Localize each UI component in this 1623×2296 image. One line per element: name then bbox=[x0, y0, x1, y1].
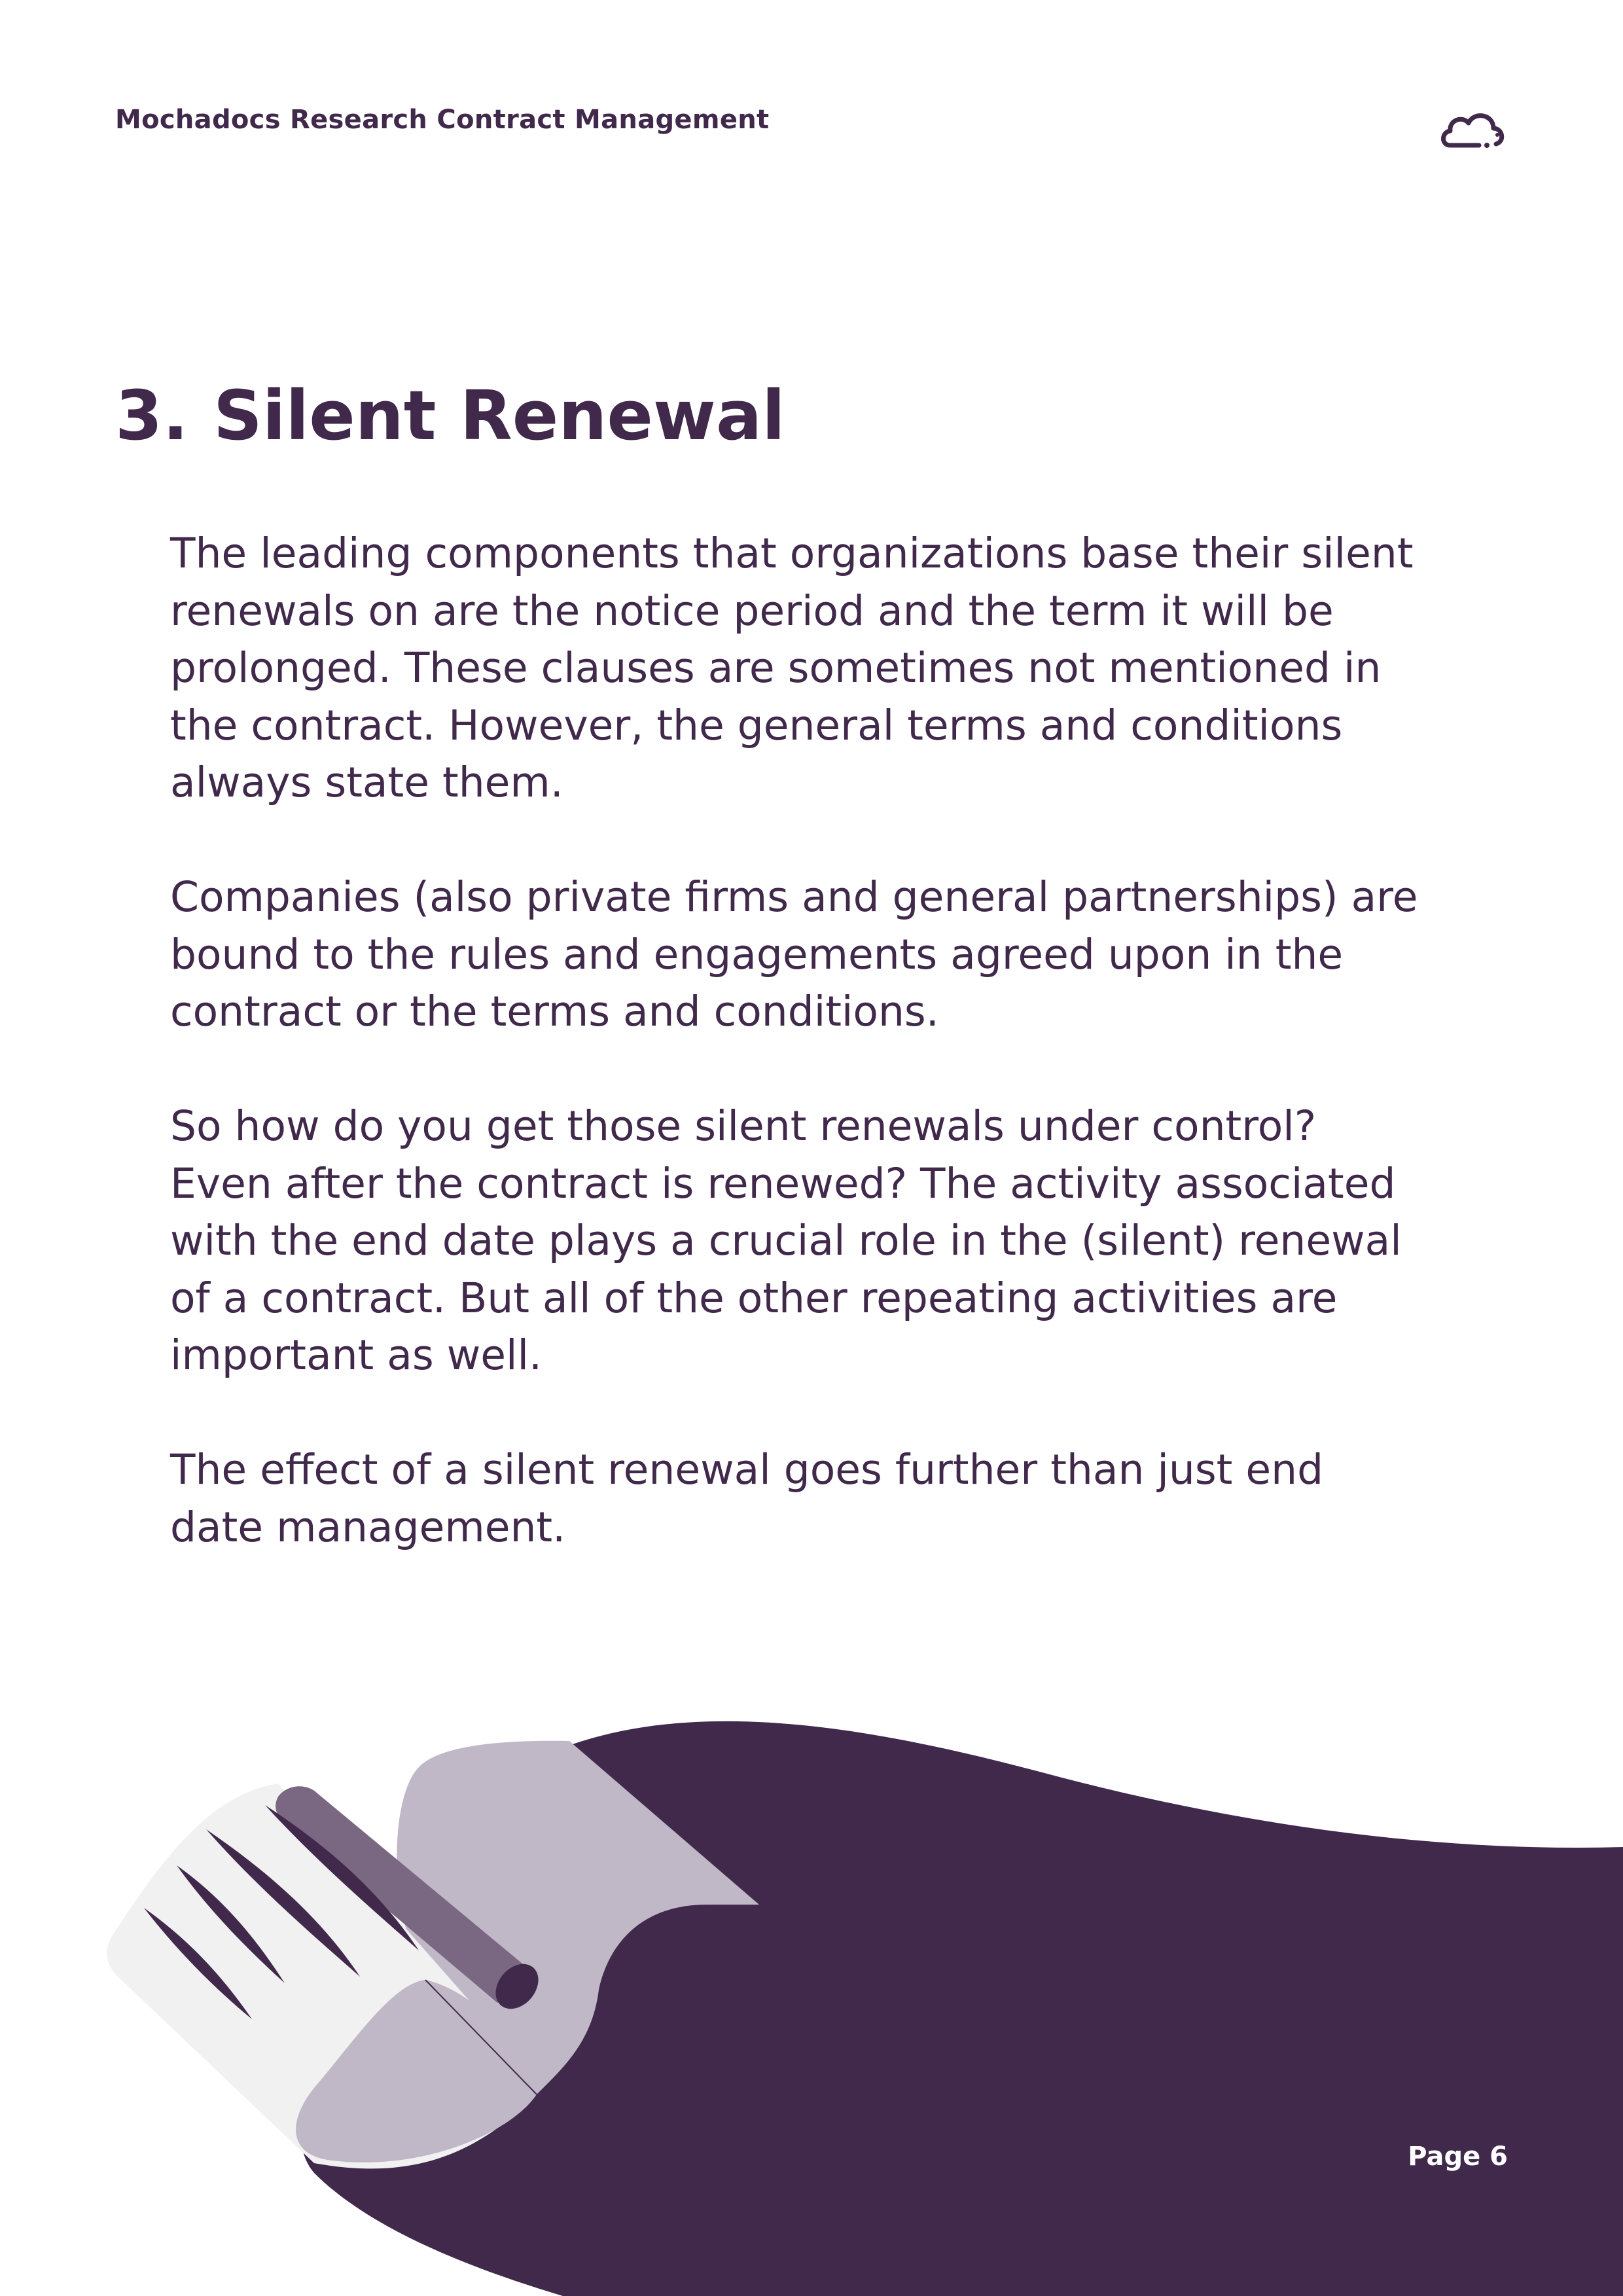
section-heading bbox=[115, 373, 785, 458]
section-title: Silent Renewal bbox=[213, 376, 785, 456]
footer-illustration bbox=[0, 1676, 1623, 2296]
paragraph: So how do you get those silent renewals under control? Even after the contract is renewed? The activity associated with the end date plays a crucial role in the (silent) renewal of a contract. But all of the other repeating activities are important as well. bbox=[170, 1102, 1402, 1379]
paragraph: Companies (also private firms and general partnerships) are bound to the rules and engagements agreed upon in the contract or the terms and conditions. bbox=[170, 873, 1418, 1035]
section-number: 3. bbox=[115, 376, 188, 456]
page-number: Page 6 bbox=[1408, 2142, 1508, 2172]
cloud-icon bbox=[1440, 105, 1510, 152]
paragraph: The leading components that organizations base their silent renewals on are the notice period and the term it will be prolonged. These clauses are sometimes not mentioned in the contract. However, the general terms and conditions always state them. bbox=[170, 529, 1414, 806]
document-header-title: Mochadocs Research Contract Management bbox=[115, 105, 770, 135]
body-text bbox=[170, 525, 1427, 1613]
paragraph: The effect of a silent renewal goes further than just end date management. bbox=[170, 1446, 1324, 1551]
